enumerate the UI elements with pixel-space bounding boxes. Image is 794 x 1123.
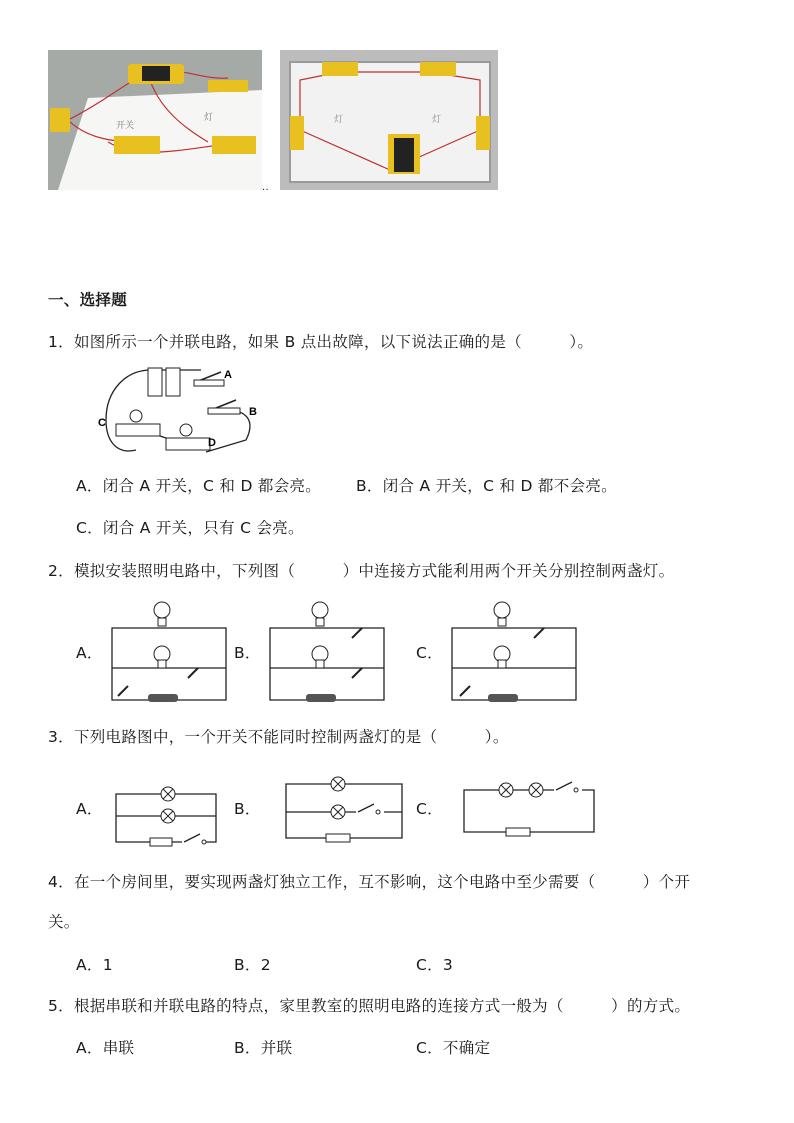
q1-label-c: C	[98, 417, 106, 429]
q5-option-b[interactable]: B．并联	[234, 1039, 293, 1057]
q1-figure	[96, 360, 266, 458]
section-title: 一、选择题	[48, 291, 128, 309]
photo1-label-switch: 开关	[116, 120, 135, 130]
photo-caption: ..	[262, 182, 269, 193]
photo2-label-lamp-1: 灯	[334, 114, 344, 124]
q3-stem: 3．下列电路图中，一个开关不能同时控制两盏灯的是（ ）。	[48, 728, 509, 746]
q2-diagram-b	[266, 596, 392, 710]
circuit-photo-1	[48, 50, 262, 190]
q2-diagram-c	[448, 596, 580, 710]
photo2-label-lamp-2: 灯	[432, 114, 442, 124]
q1-label-d: D	[208, 437, 216, 449]
q2-option-a[interactable]: A．	[76, 644, 103, 662]
q3-diagram-a	[112, 786, 220, 850]
q4-option-b[interactable]: B．2	[234, 956, 271, 974]
q1-option-c[interactable]: C．闭合 A 开关，只有 C 会亮。	[76, 519, 304, 537]
q3-diagram-c	[460, 780, 600, 838]
circuit-photo-2	[280, 50, 498, 190]
q3-option-b[interactable]: B．	[234, 800, 261, 818]
q4-stem-line2: 关。	[48, 913, 80, 931]
q1-label-a: A	[224, 369, 232, 381]
photo1-label-lamp: 灯	[204, 112, 214, 122]
q2-diagram-a	[108, 596, 234, 710]
q1-stem: 1．如图所示一个并联电路，如果 B 点出故障，以下说法正确的是（ ）。	[48, 333, 594, 351]
q3-diagram-b	[282, 776, 406, 844]
q4-option-a[interactable]: A．1	[76, 956, 113, 974]
q4-stem-line1: 4．在一个房间里，要实现两盏灯独立工作，互不影响，这个电路中至少需要（ ）个开	[48, 873, 691, 891]
q3-option-c[interactable]: C．	[416, 800, 443, 818]
q1-label-b: B	[249, 406, 257, 418]
q2-option-b[interactable]: B．	[234, 644, 261, 662]
q5-option-c[interactable]: C．不确定	[416, 1039, 491, 1057]
q1-option-b[interactable]: B．闭合 A 开关，C 和 D 都不会亮。	[356, 477, 617, 495]
q5-stem: 5．根据串联和并联电路的特点，家里教室的照明电路的连接方式一般为（ ）的方式。	[48, 997, 691, 1015]
q2-stem: 2．模拟安装照明电路中，下列图（ ）中连接方式能利用两个开关分别控制两盏灯。	[48, 562, 675, 580]
q4-option-c[interactable]: C．3	[416, 956, 454, 974]
q3-option-a[interactable]: A．	[76, 800, 103, 818]
q2-option-c[interactable]: C．	[416, 644, 443, 662]
q1-option-a[interactable]: A．闭合 A 开关，C 和 D 都会亮。	[76, 477, 322, 495]
q5-option-a[interactable]: A．串联	[76, 1039, 135, 1057]
